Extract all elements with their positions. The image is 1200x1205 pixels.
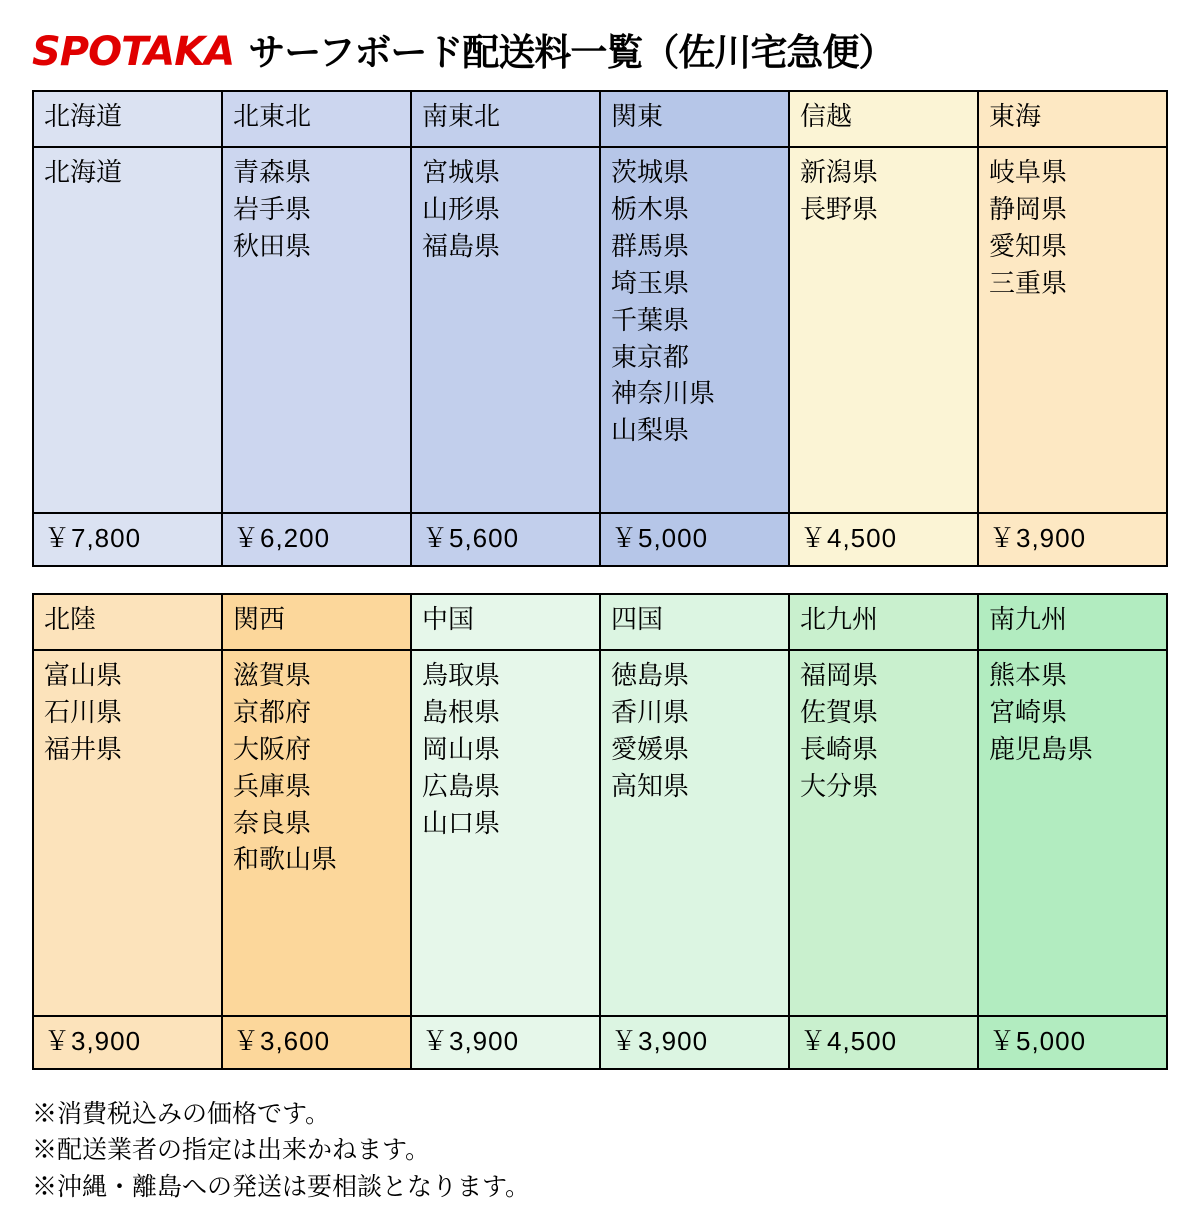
price-cell: ￥3,900 (978, 513, 1167, 566)
price-cell: ￥3,900 (411, 1016, 600, 1069)
prefecture-name: 山口県 (422, 807, 501, 838)
region-header-cell: 南東北 (411, 91, 600, 147)
prefecture-name: 静岡県 (989, 193, 1068, 224)
price-cell: ￥5,000 (978, 1016, 1167, 1069)
prefecture-name: 福井県 (44, 733, 123, 764)
prefecture-list-cell (600, 147, 789, 513)
price-cell: ￥4,500 (789, 1016, 978, 1069)
prefecture-name: 宮城県 (422, 157, 501, 187)
table-row-prices (33, 1016, 1167, 1069)
region-header-cell: 南九州 (978, 594, 1167, 650)
rate-table (32, 593, 1168, 1070)
region-header-cell: 北九州 (789, 594, 978, 650)
region-header-cell: 関西 (222, 594, 411, 650)
prefecture-name: 神奈川県 (611, 378, 716, 409)
prefecture-name: 鳥取県 (422, 659, 501, 690)
region-header-cell: 北海道 (33, 91, 222, 147)
prefecture-name: 青森県 (233, 157, 312, 187)
prefecture-name: 岩手県 (233, 193, 312, 224)
price-cell: ￥5,000 (600, 513, 789, 566)
note-line: ※配送業者の指定は出来かねます。 (32, 1136, 431, 1165)
prefecture-name: 埼玉県 (611, 267, 690, 298)
prefecture-name: 香川県 (611, 696, 690, 727)
region-header-cell: 四国 (600, 594, 789, 650)
prefecture-name: 和歌山県 (233, 844, 338, 875)
prefecture-name: 三重県 (989, 267, 1068, 298)
prefecture-list-cell (33, 650, 222, 1016)
prefecture-name: 栃木県 (611, 193, 690, 224)
brand-logo: SPOTAKA (32, 29, 235, 75)
sheet-header (32, 22, 1168, 76)
prefecture-list-cell (789, 147, 978, 513)
prefecture-name: 福島県 (422, 230, 501, 261)
prefecture-name: 秋田県 (233, 230, 312, 261)
prefecture-name: 奈良県 (233, 807, 312, 838)
prefecture-list-cell (33, 147, 222, 513)
price-cell: ￥7,800 (33, 513, 222, 566)
prefecture-name: 群馬県 (611, 230, 690, 261)
prefecture-name: 愛媛県 (611, 733, 690, 764)
region-header-cell: 信越 (789, 91, 978, 147)
page-title: サーフボード配送料一覧（佐川宅急便） (248, 32, 895, 73)
prefecture-list-cell (222, 650, 411, 1016)
prefecture-name: 長野県 (800, 193, 879, 224)
price-cell: ￥4,500 (789, 513, 978, 566)
price-cell: ￥3,900 (33, 1016, 222, 1069)
prefecture-name: 大阪府 (233, 733, 312, 764)
price-cell: ￥3,600 (222, 1016, 411, 1069)
prefecture-name: 熊本県 (989, 659, 1068, 690)
prefecture-name: 富山県 (44, 659, 123, 690)
prefecture-name: 福岡県 (800, 659, 879, 690)
prefecture-list-cell (600, 650, 789, 1016)
table-row-prices (33, 513, 1167, 566)
prefecture-name: 徳島県 (611, 659, 690, 690)
prefecture-list-cell (789, 650, 978, 1016)
price-cell: ￥6,200 (222, 513, 411, 566)
rate-tables (32, 90, 1168, 1070)
notes-block (32, 1096, 1168, 1205)
note-line: ※消費税込みの価格です。 (32, 1099, 331, 1128)
prefecture-name: 北海道 (44, 157, 123, 187)
prefecture-name: 長崎県 (800, 733, 879, 764)
prefecture-list-cell (978, 650, 1167, 1016)
prefecture-name: 島根県 (422, 696, 501, 727)
region-header-cell: 関東 (600, 91, 789, 147)
prefecture-name: 愛知県 (989, 230, 1068, 261)
prefecture-name: 佐賀県 (800, 696, 879, 727)
region-header-cell: 北陸 (33, 594, 222, 650)
table-row-prefectures (33, 650, 1167, 1016)
prefecture-name: 石川県 (44, 696, 123, 727)
table-row-region-headers (33, 594, 1167, 650)
prefecture-name: 茨城県 (611, 157, 690, 187)
note-line: ※沖縄・離島への発送は要相談となります。 (32, 1172, 531, 1201)
region-header-cell: 北東北 (222, 91, 411, 147)
prefecture-name: 京都府 (233, 696, 312, 727)
prefecture-name: 兵庫県 (233, 770, 312, 801)
prefecture-name: 東京都 (611, 341, 690, 372)
prefecture-list-cell (411, 147, 600, 513)
prefecture-name: 滋賀県 (233, 659, 312, 690)
price-cell: ￥5,600 (411, 513, 600, 566)
table-row-prefectures (33, 147, 1167, 513)
prefecture-list-cell (978, 147, 1167, 513)
table-row-region-headers (33, 91, 1167, 147)
rate-table (32, 90, 1168, 567)
prefecture-name: 岐阜県 (989, 157, 1068, 187)
prefecture-list-cell (411, 650, 600, 1016)
prefecture-name: 高知県 (611, 770, 690, 801)
prefecture-name: 千葉県 (611, 304, 690, 335)
prefecture-name: 大分県 (800, 770, 879, 801)
prefecture-name: 山梨県 (611, 415, 690, 446)
prefecture-name: 新潟県 (800, 157, 879, 187)
region-header-cell: 中国 (411, 594, 600, 650)
price-cell: ￥3,900 (600, 1016, 789, 1069)
prefecture-name: 鹿児島県 (989, 733, 1094, 764)
prefecture-list-cell (222, 147, 411, 513)
prefecture-name: 岡山県 (422, 733, 501, 764)
prefecture-name: 山形県 (422, 193, 501, 224)
region-header-cell: 東海 (978, 91, 1167, 147)
prefecture-name: 宮崎県 (989, 696, 1068, 727)
prefecture-name: 広島県 (422, 770, 501, 801)
